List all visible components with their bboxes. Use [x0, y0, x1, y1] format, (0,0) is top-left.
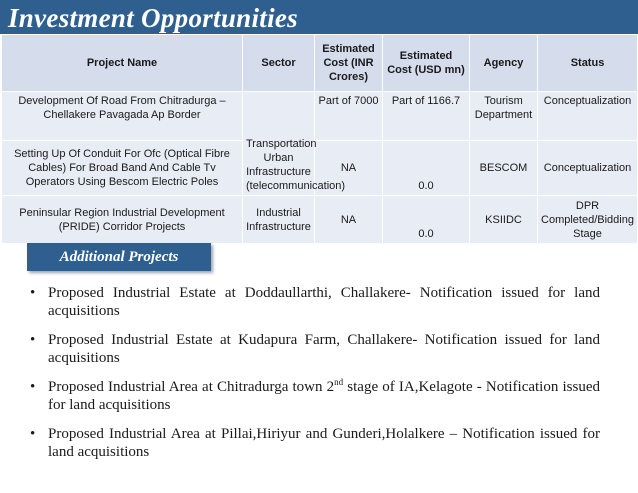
list-item-text-pre: Proposed Industrial Area at Chitradurga town 2 — [48, 379, 335, 395]
cell-status: DPR Completed/Bidding Stage — [538, 196, 638, 244]
page-title: Investment Opportunities — [8, 3, 298, 33]
column-header-status: Status — [538, 35, 638, 92]
cell-cost-inr: Part of 7000 — [315, 92, 383, 141]
bullet-icon: • — [30, 332, 36, 348]
cell-cost-usd: 0.0 — [383, 141, 470, 196]
table-row — [2, 196, 638, 244]
additional-projects-list — [30, 284, 600, 472]
column-header-sector: Sector — [243, 35, 315, 92]
list-item-text-post: stage of IA,Kelagote - Notification issued for land acquisitions — [48, 379, 600, 413]
table-row — [2, 92, 638, 141]
list-item-text: Proposed Industrial Area at Pillai,Hiriyur and Gunderi,Holalkere – Notification issued for land acquisitions — [48, 426, 600, 460]
cell-cost-usd: 0.0 — [383, 196, 470, 244]
cell-status: Conceptualization — [538, 141, 638, 196]
cell-agency: KSIIDC — [470, 196, 538, 244]
list-item — [30, 331, 600, 367]
list-item — [30, 425, 600, 461]
cell-sector: Transportation Urban Infrastructure (telecommunication) — [243, 92, 315, 196]
additional-projects-banner — [27, 243, 211, 271]
cell-agency: BESCOM — [470, 141, 538, 196]
additional-projects-heading: Additional Projects — [59, 249, 179, 265]
cell-cost-usd: Part of 1166.7 — [383, 92, 470, 141]
column-header-cost-inr: Estimated Cost (INR Crores) — [315, 35, 383, 92]
table-header-row — [2, 35, 638, 92]
column-header-project-name: Project Name — [2, 35, 243, 92]
cell-sector: Industrial Infrastructure — [243, 196, 315, 244]
cell-status: Conceptualization — [538, 92, 638, 141]
column-header-cost-usd: Estimated Cost (USD mn) — [383, 35, 470, 92]
bullet-icon: • — [30, 426, 36, 442]
column-header-agency: Agency — [470, 35, 538, 92]
cell-cost-inr: NA — [315, 196, 383, 244]
cell-project: Peninsular Region Industrial Development (PRIDE) Corridor Projects — [2, 196, 243, 244]
list-item — [30, 378, 600, 414]
bullet-icon: • — [30, 379, 36, 395]
list-item-text: Proposed Industrial Estate at Doddaullarthi, Challakere- Notification issued for land acquisitions — [48, 285, 600, 319]
title-bar — [0, 0, 638, 34]
projects-table — [1, 34, 638, 244]
cell-project: Setting Up Of Conduit For Ofc (Optical Fibre Cables) For Broad Band And Cable Tv Operators Using Bescom Electric Poles — [2, 141, 243, 196]
list-item-text: Proposed Industrial Estate at Kudapura Farm, Challakere- Notification issued for land acquisitions — [48, 332, 600, 366]
bullet-icon: • — [30, 285, 36, 301]
cell-cost-inr: NA — [315, 141, 383, 196]
ordinal-suffix: nd — [334, 377, 344, 387]
cell-agency: Tourism Department — [470, 92, 538, 141]
cell-project: Development Of Road From Chitradurga – Chellakere Pavagada Ap Border — [2, 92, 243, 141]
list-item — [30, 284, 600, 320]
